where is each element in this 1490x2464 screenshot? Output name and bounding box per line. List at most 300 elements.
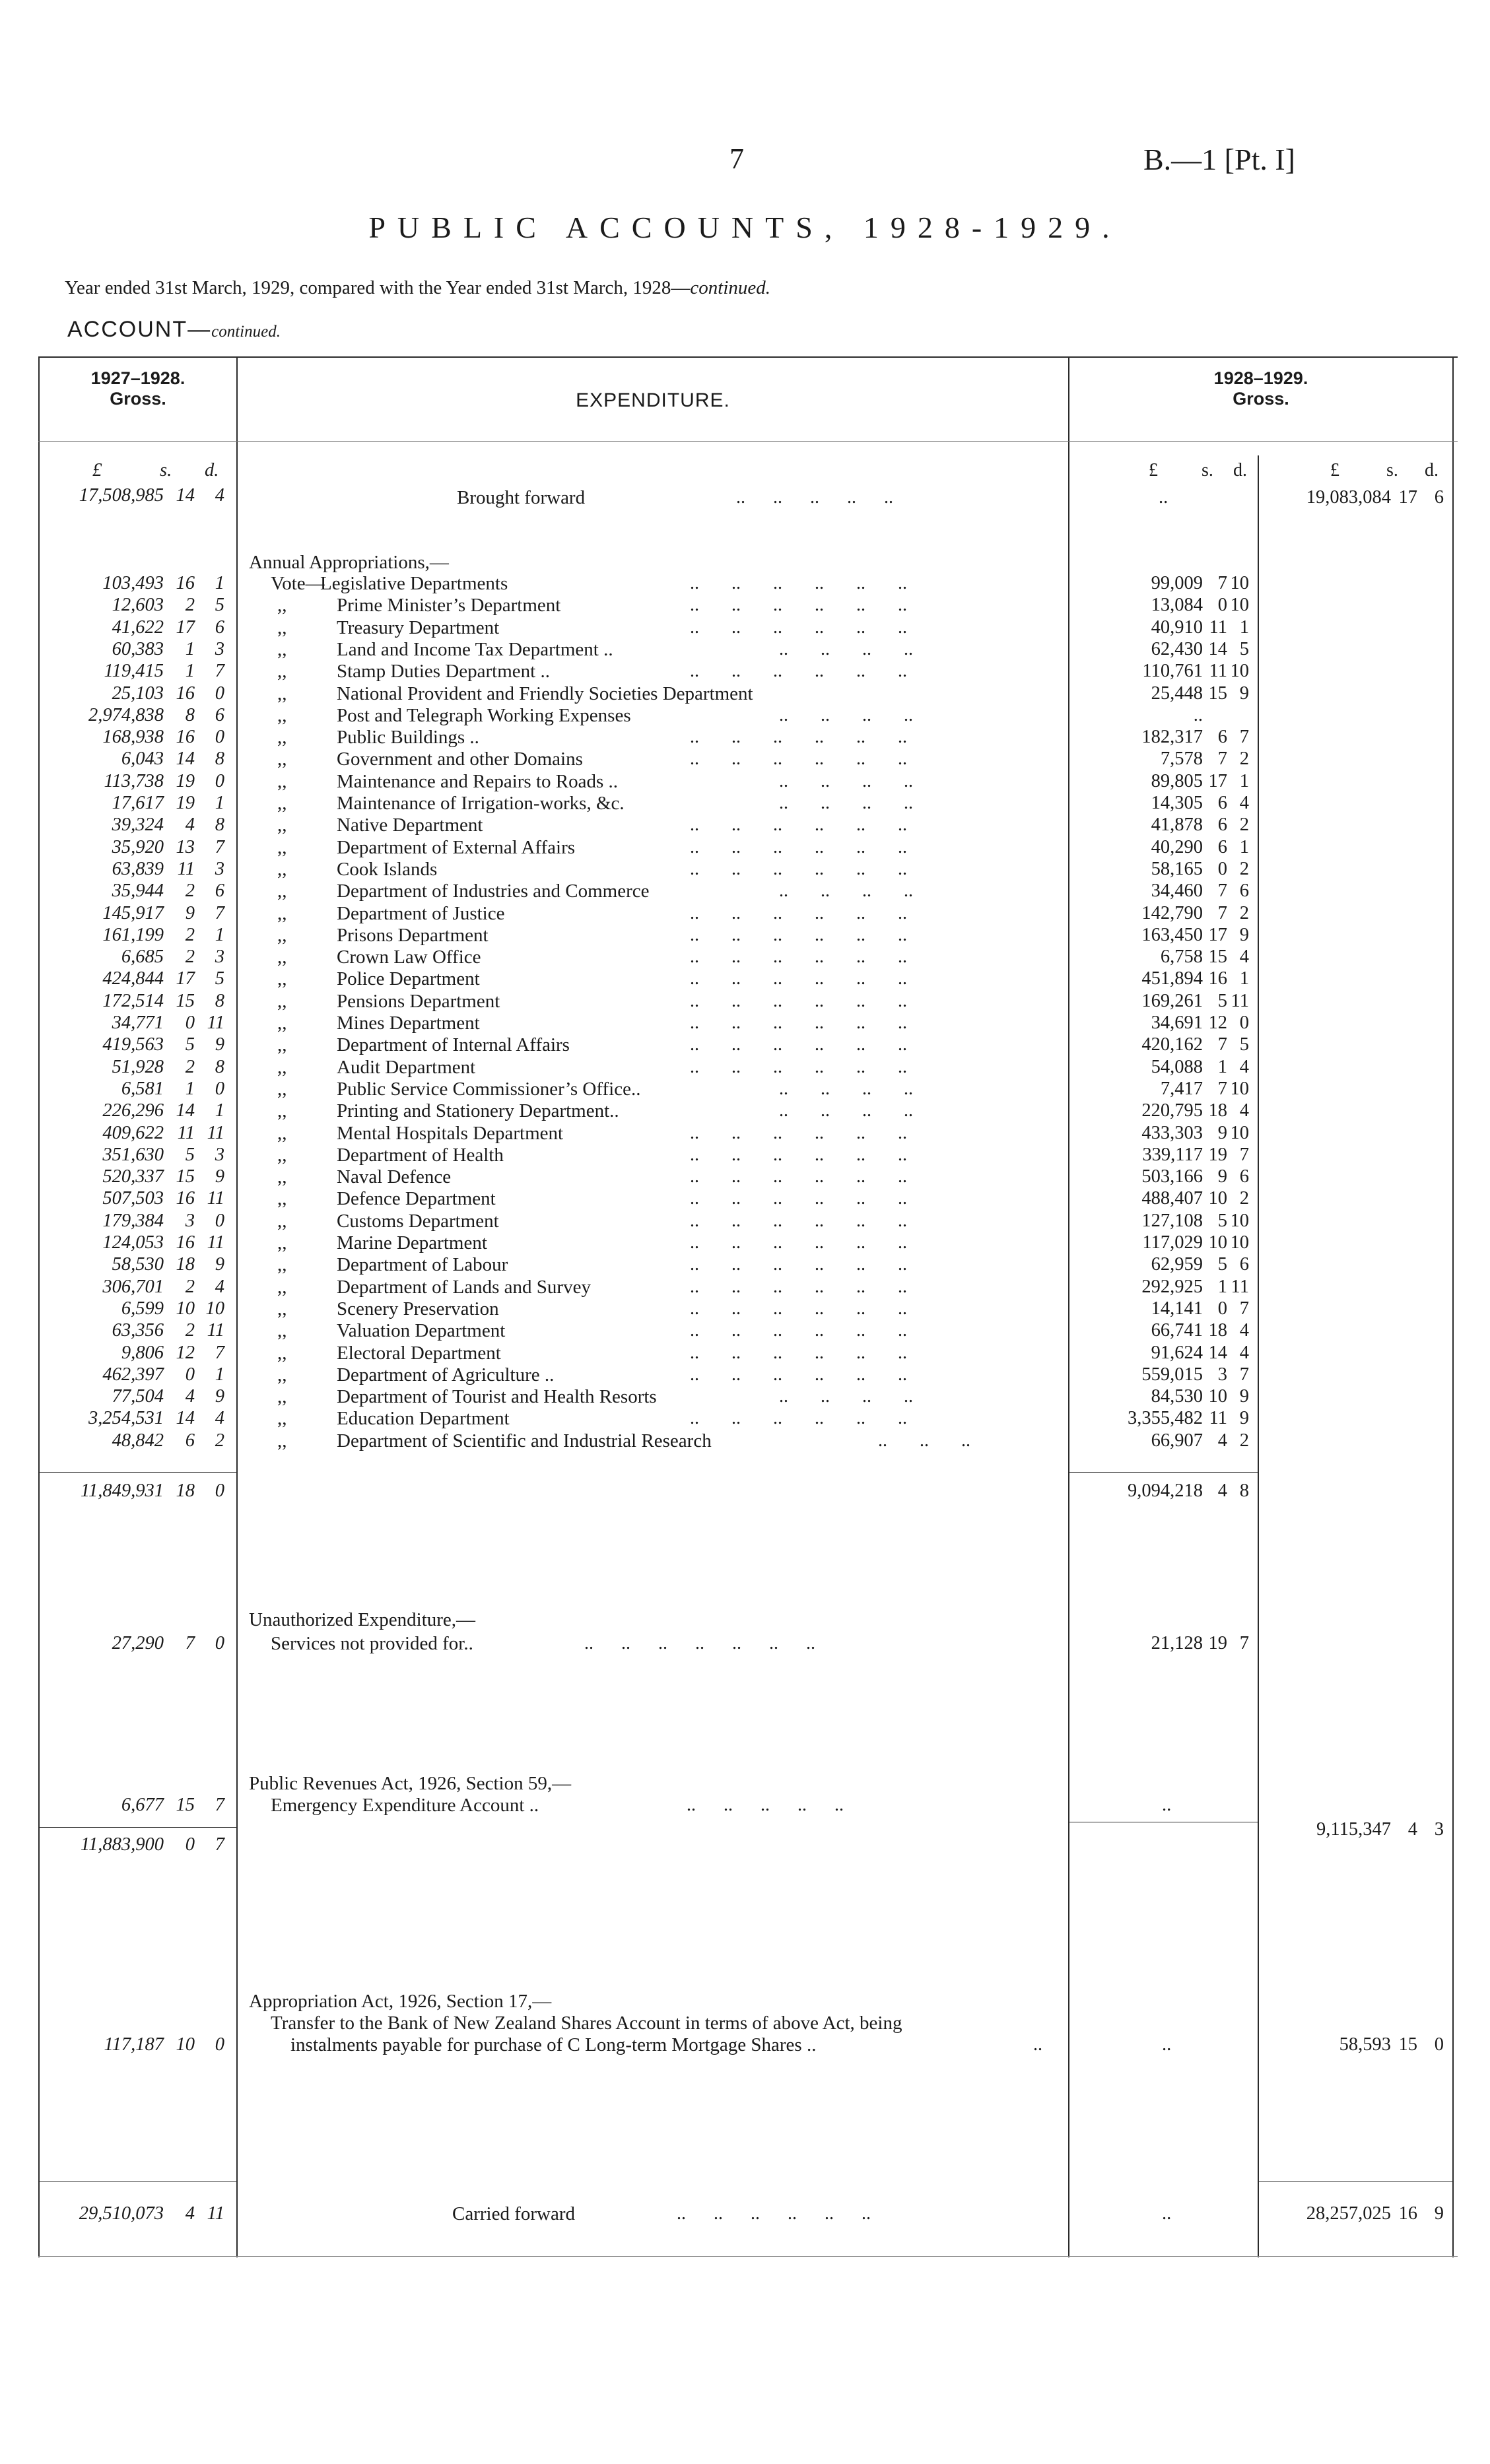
department-label: Department of Health — [337, 1145, 504, 1166]
prev-shillings: 1 — [185, 639, 195, 659]
cur-pounds: 25,448 — [1151, 683, 1203, 704]
leader-dots: .. .. .. .. .. .. — [690, 1298, 907, 1319]
leader-dots: .. .. .. .. .. .. — [690, 991, 907, 1011]
prev-pence: 11 — [207, 1232, 224, 1253]
prev-shillings: 2 — [185, 947, 195, 967]
cur-shillings: 10 — [1208, 1386, 1227, 1407]
revenues-subtotal-prev-pence: 7 — [215, 1834, 224, 1855]
cur-shillings: 1 — [1217, 1057, 1227, 1077]
prev-amount — [40, 749, 224, 770]
cur-shillings: 7 — [1217, 903, 1227, 923]
cur-shillings: 19 — [1208, 1145, 1227, 1165]
prev-pence: 5 — [215, 968, 224, 989]
cur-shillings: 5 — [1217, 1211, 1227, 1231]
leader-dots: .. .. .. .. .. .. — [690, 1232, 907, 1253]
leader-dots: .. .. .. .. — [779, 639, 913, 659]
bf-total-pence: 6 — [1434, 487, 1444, 508]
cur-amount — [1069, 903, 1249, 925]
cur-shillings: 1 — [1217, 1277, 1227, 1297]
prev-amount — [40, 1034, 224, 1056]
appropriation-act-prev-shillings: 10 — [176, 2034, 195, 2055]
cur-amount — [1069, 595, 1249, 616]
prev-pence: 9 — [215, 1034, 224, 1055]
prev-shillings: 16 — [176, 573, 195, 593]
prev-pounds: 9,806 — [121, 1343, 164, 1363]
prev-shillings: 3 — [185, 1211, 195, 1231]
cur-pounds: 6,758 — [1160, 947, 1203, 967]
cur-shillings: 3 — [1217, 1364, 1227, 1385]
unauthorized-prev-pounds: 27,290 — [112, 1633, 164, 1653]
cur-pence: 1 — [1239, 968, 1249, 989]
leader-dots: .. .. .. .. .. .. — [690, 903, 907, 923]
vote-prefix: ,, — [277, 1057, 287, 1078]
prev-pence: 1 — [215, 1364, 224, 1385]
total-pound-unit: £ — [1330, 460, 1339, 481]
cf-prev-pounds: 29,510,073 — [79, 2203, 164, 2224]
leader-dots: .. .. .. .. .. .. — [690, 1364, 907, 1385]
prev-shillings: 2 — [185, 925, 195, 945]
prev-shillings: 16 — [176, 1188, 195, 1209]
revenues-act-prev-shillings: 15 — [176, 1795, 195, 1815]
vote-prefix: ,, — [277, 968, 287, 989]
cur-pence: 4 — [1239, 947, 1249, 967]
cur-amount — [1069, 683, 1249, 705]
prev-shillings: 8 — [185, 705, 195, 725]
cur-pounds: 40,910 — [1151, 617, 1203, 638]
cur-pounds: 559,015 — [1141, 1364, 1203, 1385]
department-label: National Provident and Friendly Societies Department — [337, 683, 753, 704]
cur-pounds: 339,117 — [1142, 1145, 1203, 1165]
prev-pounds: 6,685 — [121, 947, 164, 967]
annual-appropriations-heading: Annual Appropriations,— — [249, 552, 449, 573]
cur-total-rule — [1259, 2181, 1452, 2182]
prev-pence: 1 — [215, 1100, 224, 1121]
prev-pounds: 3,254,531 — [88, 1408, 164, 1428]
prev-column-rule — [236, 356, 238, 2257]
cur-pence: 10 — [1230, 1123, 1249, 1143]
cur-pence-unit: d. — [1233, 460, 1247, 481]
prev-pounds: 179,384 — [102, 1211, 164, 1231]
cur-amount — [1069, 1123, 1249, 1145]
prev-pence: 2 — [215, 1430, 224, 1451]
department-label: Defence Department — [337, 1188, 496, 1209]
department-label: Department of Industries and Commerce — [337, 881, 650, 902]
vote-prefix: ,, — [277, 683, 287, 704]
cur-shillings: 14 — [1208, 639, 1227, 659]
leader-dots: .. .. .. .. .. .. — [690, 1343, 907, 1363]
cur-pence: 1 — [1239, 771, 1249, 791]
cur-pence: 2 — [1239, 1430, 1249, 1451]
prev-amount — [40, 1013, 224, 1034]
cur-pounds: 34,460 — [1151, 881, 1203, 901]
cur-amount — [1069, 749, 1249, 770]
prev-shillings: 17 — [176, 617, 195, 638]
prev-shillings: 15 — [176, 1166, 195, 1187]
cur-pence: 4 — [1239, 1057, 1249, 1077]
prev-pence: 8 — [215, 749, 224, 769]
prev-shillings: 16 — [176, 683, 195, 704]
prev-pence: 6 — [215, 705, 224, 725]
cur-amount — [1069, 837, 1249, 859]
cur-amount — [1069, 1254, 1249, 1276]
leader-dots: .. .. .. .. .. .. — [690, 815, 907, 835]
prev-pounds: 58,530 — [112, 1254, 164, 1275]
department-label: Treasury Department — [337, 617, 500, 638]
cur-shillings: 10 — [1208, 1232, 1227, 1253]
cur-amount — [1069, 727, 1249, 749]
cur-pounds: 110,761 — [1142, 661, 1203, 681]
prev-shillings: 14 — [176, 749, 195, 769]
cur-amount — [1069, 1320, 1249, 1342]
prev-shilling-unit: s. — [160, 460, 172, 481]
cur-amount — [1069, 859, 1249, 881]
cur-amount — [1069, 1100, 1249, 1122]
department-label: Pensions Department — [337, 991, 500, 1012]
cur-pence: 2 — [1239, 859, 1249, 879]
department-label: Crown Law Office — [337, 947, 481, 968]
cur-pence: 7 — [1239, 1145, 1249, 1165]
cf-prev-pence: 11 — [207, 2203, 224, 2224]
cur-pounds: 433,303 — [1141, 1123, 1203, 1143]
cur-pounds: 41,878 — [1151, 815, 1203, 835]
prev-shillings: 2 — [185, 1057, 195, 1077]
cur-pence: 1 — [1239, 837, 1249, 857]
cur-shillings: 16 — [1208, 968, 1227, 989]
cur-amount — [1069, 881, 1249, 902]
vote-prefix: ,, — [277, 1013, 287, 1034]
appropriation-act-line2: instalments payable for purchase of C Long-term Mortgage Shares .. — [290, 2034, 817, 2055]
prev-pounds: 35,944 — [112, 881, 164, 901]
prev-pounds: 113,738 — [104, 771, 164, 791]
appropriation-act-cur-inner: .. — [1162, 2034, 1172, 2055]
department-label: Audit Department — [337, 1057, 476, 1078]
header-bottom-rule — [38, 441, 1458, 442]
prev-shillings: 2 — [185, 595, 195, 615]
prev-pounds: 462,397 — [102, 1364, 164, 1385]
cur-pence: 10 — [1230, 661, 1249, 681]
department-label: Legislative Departments — [320, 573, 508, 594]
cur-pounds: 40,290 — [1151, 837, 1203, 857]
vote-prefix: ,, — [277, 1079, 287, 1100]
cur-pounds: 163,450 — [1141, 925, 1203, 945]
account-continued: continued. — [211, 323, 281, 341]
cur-amount — [1069, 925, 1249, 947]
prev-pence: 7 — [215, 661, 224, 681]
prev-amount — [40, 1057, 224, 1079]
prev-shillings: 14 — [176, 1408, 195, 1428]
prev-pence: 9 — [215, 1166, 224, 1187]
unauthorized-prev-pence: 0 — [215, 1633, 224, 1653]
prev-pence: 5 — [215, 595, 224, 615]
bf-cur-inner: .. — [1159, 487, 1168, 508]
cur-pounds: 66,741 — [1151, 1320, 1203, 1341]
cur-amount — [1069, 1057, 1249, 1079]
cur-pence: 2 — [1239, 815, 1249, 835]
vote-prefix: ,, — [277, 1254, 287, 1275]
prev-shillings: 16 — [176, 1232, 195, 1253]
cur-shillings: 7 — [1217, 881, 1227, 901]
prev-shillings: 11 — [177, 859, 195, 879]
department-label: Prisons Department — [337, 925, 489, 946]
annual-subtotal-prev-pounds: 11,849,931 — [80, 1481, 164, 1501]
cur-amount — [1069, 1211, 1249, 1232]
cur-pounds: 488,407 — [1141, 1188, 1203, 1209]
prev-shillings: 18 — [176, 1254, 195, 1275]
prev-pence: 3 — [215, 1145, 224, 1165]
prev-subtotal-rule — [40, 1472, 236, 1473]
prev-pence: 1 — [215, 925, 224, 945]
cur-pounds: 34,691 — [1151, 1013, 1203, 1033]
prev-pence: 8 — [215, 815, 224, 835]
prev-shillings: 0 — [185, 1364, 195, 1385]
vote-prefix: ,, — [277, 1298, 287, 1319]
prev-amount — [40, 947, 224, 968]
cur-pounds: .. — [1193, 705, 1203, 725]
appropriation-act-total-shillings: 15 — [1398, 2034, 1417, 2055]
prev-pounds: 145,917 — [102, 903, 164, 923]
department-label: Department of Labour — [337, 1254, 508, 1275]
cur-pound-unit: £ — [1149, 460, 1158, 481]
prev-amount — [40, 1364, 224, 1386]
unauthorized-cur-pence: 7 — [1239, 1633, 1249, 1653]
cur-amount — [1069, 1034, 1249, 1056]
prev-pounds: 77,504 — [112, 1386, 164, 1407]
prev-pence: 7 — [215, 837, 224, 857]
prev-shillings: 11 — [177, 1123, 195, 1143]
bf-total-shillings: 17 — [1398, 487, 1417, 508]
leader-dots: .. .. .. .. .. .. — [690, 1211, 907, 1231]
cur-pence: 7 — [1239, 1298, 1249, 1319]
revenues-act-heading: Public Revenues Act, 1926, Section 59,— — [249, 1773, 572, 1794]
page-number: 7 — [729, 143, 744, 175]
department-label: Department of Internal Affairs — [337, 1034, 570, 1055]
leader-dots: .. .. .. .. .. .. — [690, 1188, 907, 1209]
vote-prefix: ,, — [277, 1166, 287, 1187]
vote-prefix: ,, — [277, 1277, 287, 1298]
cur-gross-label: Gross. — [1233, 389, 1289, 409]
cur-shillings: 11 — [1209, 617, 1227, 638]
unauthorized-cur-shillings: 19 — [1208, 1633, 1227, 1653]
vote-prefix: ,, — [277, 661, 287, 682]
prev-pence: 11 — [207, 1188, 224, 1209]
brought-forward-label: Brought forward — [457, 487, 586, 508]
appropriation-act-prev — [40, 2034, 224, 2057]
cur-amount — [1069, 617, 1249, 639]
cur-shillings: 15 — [1208, 683, 1227, 704]
table-bottom-rule — [38, 2256, 1458, 2257]
prev-pounds: 51,928 — [112, 1057, 164, 1077]
cur-pounds: 62,959 — [1151, 1254, 1203, 1275]
document-reference: B.—1 [Pt. I] — [1143, 143, 1295, 176]
annual-subtotal-prev — [40, 1481, 224, 1503]
prev-pounds: 226,296 — [102, 1100, 164, 1121]
leader-dots: .. .. .. .. .. .. — [690, 1034, 907, 1055]
leader-dots: .. .. .. .. .. .. — [677, 2203, 871, 2224]
prev-shillings: 6 — [185, 1430, 195, 1451]
department-label: Mines Department — [337, 1013, 480, 1034]
prev-pounds: 119,415 — [104, 661, 164, 681]
prev-pence: 6 — [215, 881, 224, 901]
subtitle — [65, 277, 770, 299]
carried-forward-prev — [40, 2203, 224, 2226]
prev-amount — [40, 1211, 224, 1232]
prev-pence: 7 — [215, 903, 224, 923]
department-label: Public Buildings .. — [337, 727, 479, 748]
prev-pence: 3 — [215, 859, 224, 879]
prev-amount — [40, 1320, 224, 1342]
cur-amount — [1069, 1013, 1249, 1034]
cur-pence: 11 — [1231, 991, 1249, 1011]
expenditure-header: EXPENDITURE. — [576, 389, 730, 411]
appropriation-act-heading: Appropriation Act, 1926, Section 17,— — [249, 1991, 552, 2012]
cur-shillings: 6 — [1217, 727, 1227, 747]
appropriation-act-line1: Transfer to the Bank of New Zealand Shares Account in terms of above Act, being — [271, 2013, 902, 2034]
vote-prefix: ,, — [277, 793, 287, 814]
right-rule — [1452, 356, 1454, 2257]
prev-pound-unit: £ — [92, 460, 102, 481]
prev-pounds: 63,839 — [112, 859, 164, 879]
cur-pounds: 117,029 — [1142, 1232, 1203, 1253]
prev-pounds: 419,563 — [102, 1034, 164, 1055]
prev-pence: 0 — [215, 683, 224, 704]
cur-shillings: 18 — [1208, 1320, 1227, 1341]
prev-amount — [40, 661, 224, 683]
annual-subtotal-prev-shillings: 18 — [176, 1481, 195, 1501]
leader-dots: .. .. .. .. .. .. — [690, 837, 907, 857]
revenues-subtotal-prev — [40, 1834, 224, 1857]
vote-prefix: ,, — [277, 903, 287, 924]
revenues-total-cur — [1259, 1819, 1444, 1842]
prev-shillings: 10 — [176, 1298, 195, 1319]
cur-shillings: 14 — [1208, 1343, 1227, 1363]
prev-amount — [40, 1123, 224, 1145]
cur-pence: 9 — [1239, 683, 1249, 704]
cur-pence: 6 — [1239, 1166, 1249, 1187]
bf-prev-shillings: 14 — [176, 485, 195, 506]
cur-pounds: 14,305 — [1151, 793, 1203, 813]
cur-pounds: 182,317 — [1141, 727, 1203, 747]
cur-pence: 5 — [1239, 1034, 1249, 1055]
prev-amount — [40, 1430, 224, 1452]
cur-amount — [1069, 1166, 1249, 1188]
cur-pounds: 3,355,482 — [1128, 1408, 1203, 1428]
prev-year-header — [40, 368, 236, 409]
appropriation-act-total-pence: 0 — [1434, 2034, 1444, 2055]
cur-amount — [1069, 793, 1249, 815]
revenues-subtotal-prev-shillings: 0 — [185, 1834, 195, 1855]
prev-pounds: 6,599 — [121, 1298, 164, 1319]
table-top-rule — [38, 356, 1458, 358]
carried-forward-label: Carried forward — [452, 2203, 575, 2224]
cur-amount — [1069, 1343, 1249, 1364]
cur-pence: 4 — [1239, 1100, 1249, 1121]
leader-dots: .. .. .. .. — [779, 881, 913, 901]
cur-pounds: 220,795 — [1141, 1100, 1203, 1121]
leader-dots: .. .. .. — [878, 1430, 970, 1451]
cur-pounds: 169,261 — [1141, 991, 1203, 1011]
cur-amount — [1069, 1386, 1249, 1408]
vote-prefix: ,, — [277, 771, 287, 792]
prev-pounds: 17,617 — [112, 793, 164, 813]
revenues-act-prev-pence: 7 — [215, 1795, 224, 1815]
unauthorized-cur-pounds: 21,128 — [1151, 1633, 1203, 1653]
cur-pence: 10 — [1230, 1232, 1249, 1253]
prev-amount — [40, 968, 224, 990]
cur-pence: 9 — [1239, 1386, 1249, 1407]
appropriation-act-prev-pounds: 117,187 — [104, 2034, 164, 2055]
inner-cur-column-rule — [1258, 455, 1259, 2257]
cur-amount — [1069, 1145, 1249, 1166]
cur-shillings: 4 — [1217, 1430, 1227, 1451]
vote-prefix: ,, — [277, 1211, 287, 1232]
prev-amount — [40, 705, 224, 727]
bf-total-pounds: 19,083,084 — [1306, 487, 1391, 508]
cur-pounds: 89,805 — [1151, 771, 1203, 791]
prev-pounds: 507,503 — [102, 1188, 164, 1209]
department-label: Stamp Duties Department .. — [337, 661, 550, 682]
prev-amount — [40, 1277, 224, 1298]
cur-year-header — [1069, 368, 1452, 409]
vote-prefix: ,, — [277, 1034, 287, 1055]
prev-pence: 11 — [207, 1320, 224, 1341]
page-title: PUBLIC ACCOUNTS, 1928-1929. — [368, 211, 1122, 244]
vote-prefix: ,, — [277, 837, 287, 858]
leader-dots: .. .. .. .. .. .. — [690, 1254, 907, 1275]
annual-subtotal-cur-shillings: 4 — [1217, 1481, 1227, 1501]
unauthorized-heading: Unauthorized Expenditure,— — [249, 1609, 476, 1630]
cur-pence: 7 — [1239, 727, 1249, 747]
department-label: Public Service Commissioner’s Office.. — [337, 1079, 641, 1100]
carried-forward-total — [1259, 2203, 1444, 2226]
cur-pounds: 84,530 — [1151, 1386, 1203, 1407]
cur-pounds: 127,108 — [1141, 1211, 1203, 1231]
prev-amount — [40, 595, 224, 616]
department-label: Printing and Stationery Department.. — [337, 1100, 619, 1121]
leader-dots: .. .. .. .. .. — [736, 487, 893, 508]
prev-pounds: 6,043 — [121, 749, 164, 769]
cur-shillings: 5 — [1217, 991, 1227, 1011]
cur-shillings: 0 — [1217, 1298, 1227, 1319]
prev-pounds: 103,493 — [102, 573, 164, 593]
prev-pence: 8 — [215, 991, 224, 1011]
leader-dots: .. .. .. .. .. .. — [690, 749, 907, 769]
prev-amount — [40, 837, 224, 859]
cur-pence: 9 — [1239, 925, 1249, 945]
appropriation-act-total — [1259, 2034, 1444, 2057]
prev-pounds: 34,771 — [112, 1013, 164, 1033]
cur-pounds: 54,088 — [1151, 1057, 1203, 1077]
cur-shillings: 6 — [1217, 793, 1227, 813]
vote-prefix: ,, — [277, 1123, 287, 1144]
cur-shillings: 7 — [1217, 1079, 1227, 1099]
prev-amount — [40, 1232, 224, 1254]
prev-total-rule — [40, 2181, 236, 2182]
cur-shillings: 0 — [1217, 595, 1227, 615]
leader-dots: .. .. .. .. .. .. — [690, 1013, 907, 1033]
cur-pence: 10 — [1230, 595, 1249, 615]
vote-prefix: ,, — [277, 639, 287, 660]
prev-shillings: 0 — [185, 1013, 195, 1033]
annual-subtotal-prev-pence: 0 — [215, 1481, 224, 1501]
revenues-act-prev — [40, 1795, 224, 1817]
prev-shillings: 19 — [176, 793, 195, 813]
cur-pounds: 99,009 — [1151, 573, 1203, 593]
department-label: Mental Hospitals Department — [337, 1123, 564, 1144]
cur-pounds: 58,165 — [1151, 859, 1203, 879]
department-label: Department of Agriculture .. — [337, 1364, 555, 1385]
prev-subtotal-rule — [40, 1827, 236, 1828]
cur-shillings: 10 — [1208, 1188, 1227, 1209]
